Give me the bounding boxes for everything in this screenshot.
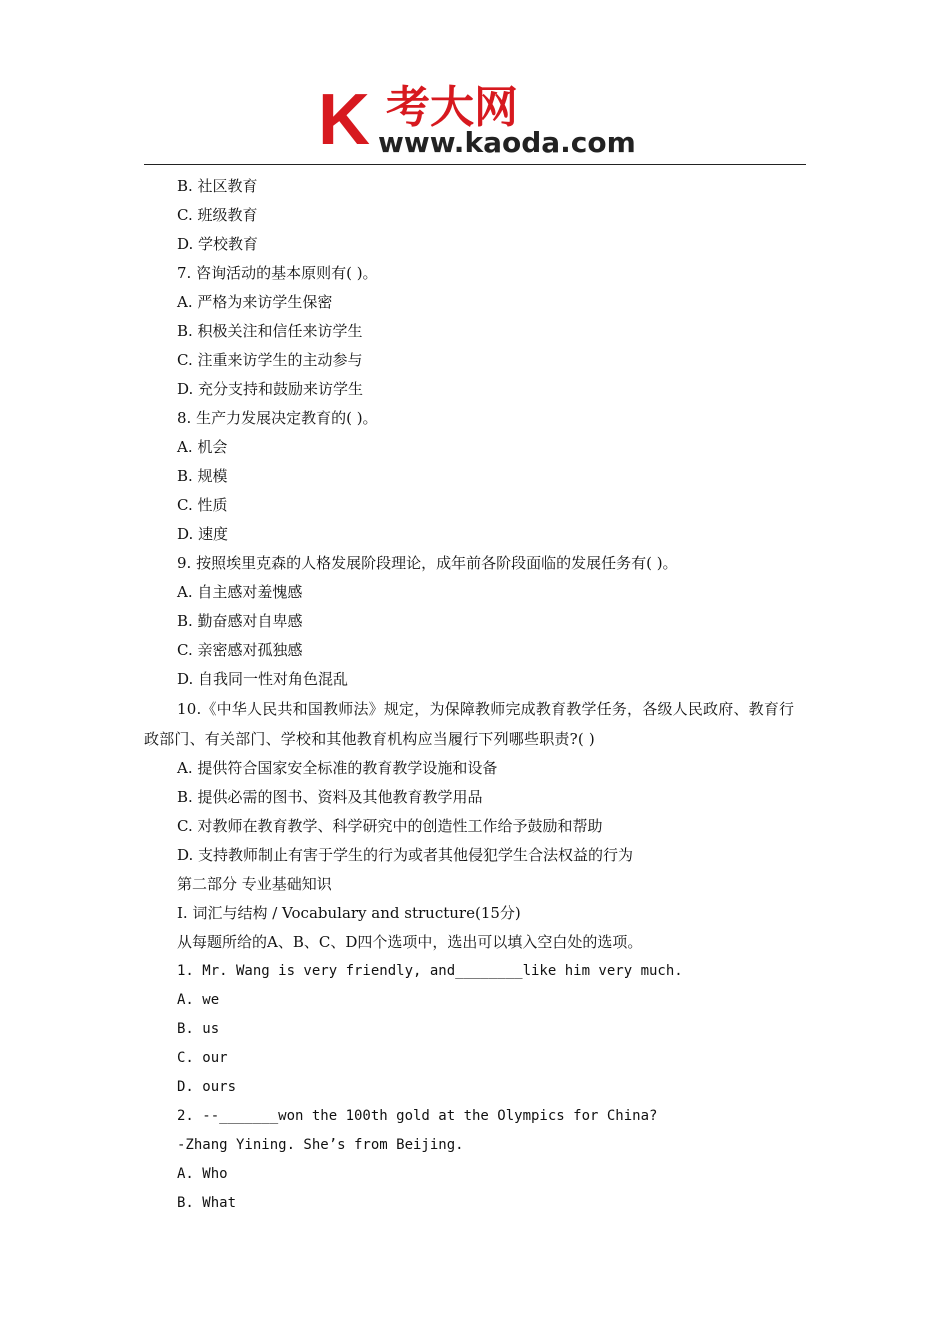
question-8: 8. 生产力发展决定教育的( )。: [177, 409, 378, 427]
vocab-option-b-2: B. What: [177, 1195, 237, 1211]
option-a-9: A. 自主感对羞愧感: [177, 583, 303, 601]
section-heading: 第二部分 专业基础知识: [177, 875, 332, 893]
logo-cn: 考大网: [386, 82, 518, 133]
question-9: 9. 按照埃里克森的人格发展阶段理论，成年前各阶段面临的发展任务有( )。: [177, 554, 678, 572]
option-d-10: D. 支持教师制止有害于学生的行为或者其他侵犯学生合法权益的行为: [177, 846, 634, 864]
vocab-answer-line-2: -Zhang Yining. She’s from Beijing.: [177, 1137, 464, 1153]
vocab-option-d-1: D. ours: [177, 1079, 237, 1095]
option-a-8: A. 机会: [177, 438, 228, 456]
header-rule: [144, 164, 806, 165]
vocab-option-b-1: B. us: [177, 1021, 220, 1037]
option-d-7: D. 充分支持和鼓励来访学生: [177, 380, 364, 398]
instructions: 从每题所给的A、B、C、D四个选项中，选出可以填入空白处的选项。: [177, 933, 643, 951]
question-7: 7. 咨询活动的基本原则有( )。: [177, 264, 378, 282]
option-b-7: B. 积极关注和信任来访学生: [177, 322, 363, 340]
option-b-8: B. 规模: [177, 467, 228, 485]
vocab-option-c-1: C. our: [177, 1050, 228, 1066]
vocab-question-1: 1. Mr. Wang is very friendly, and________like him very much.: [177, 963, 683, 979]
option-d-6: D. 学校教育: [177, 235, 259, 253]
option-c-6: C. 班级教育: [177, 206, 258, 224]
option-a-7: A. 严格为来访学生保密: [177, 293, 333, 311]
logo-graphic: [318, 78, 640, 160]
vocab-option-a-1: A. we: [177, 992, 220, 1008]
option-d-8: D. 速度: [177, 525, 229, 543]
option-b-6: B. 社区教育: [177, 177, 258, 195]
option-b-10: B. 提供必需的图书、资料及其他教育教学用品: [177, 788, 483, 806]
option-a-10: A. 提供符合国家安全标准的教育教学设施和设备: [177, 759, 498, 777]
option-c-8: C. 性质: [177, 496, 228, 514]
logo-url: www.kaoda.com: [378, 126, 636, 159]
option-c-9: C. 亲密感对孤独感: [177, 641, 303, 659]
site-logo: [318, 78, 640, 160]
question-10: 10.《中华人民共和国教师法》规定，为保障教师完成教育教学任务，各级人民政府、教育行政部门、有关部门、学校和其他教育机构应当履行下列哪些职责?( ): [144, 700, 795, 748]
option-c-7: C. 注重来访学生的主动参与: [177, 351, 363, 369]
option-b-9: B. 勤奋感对自卑感: [177, 612, 303, 630]
vocab-question-2: 2. --_______won the 100th gold at the Olympics for China?: [177, 1108, 658, 1124]
document-body: [144, 172, 808, 1218]
vocab-option-a-2: A. Who: [177, 1166, 228, 1182]
subsection-heading: I. 词汇与结构 / Vocabulary and structure(15分): [177, 904, 521, 922]
option-d-9: D. 自我同一性对角色混乱: [177, 670, 349, 688]
logo-mark: K: [318, 80, 370, 160]
option-c-10: C. 对教师在教育教学、科学研究中的创造性工作给予鼓励和帮助: [177, 817, 603, 835]
